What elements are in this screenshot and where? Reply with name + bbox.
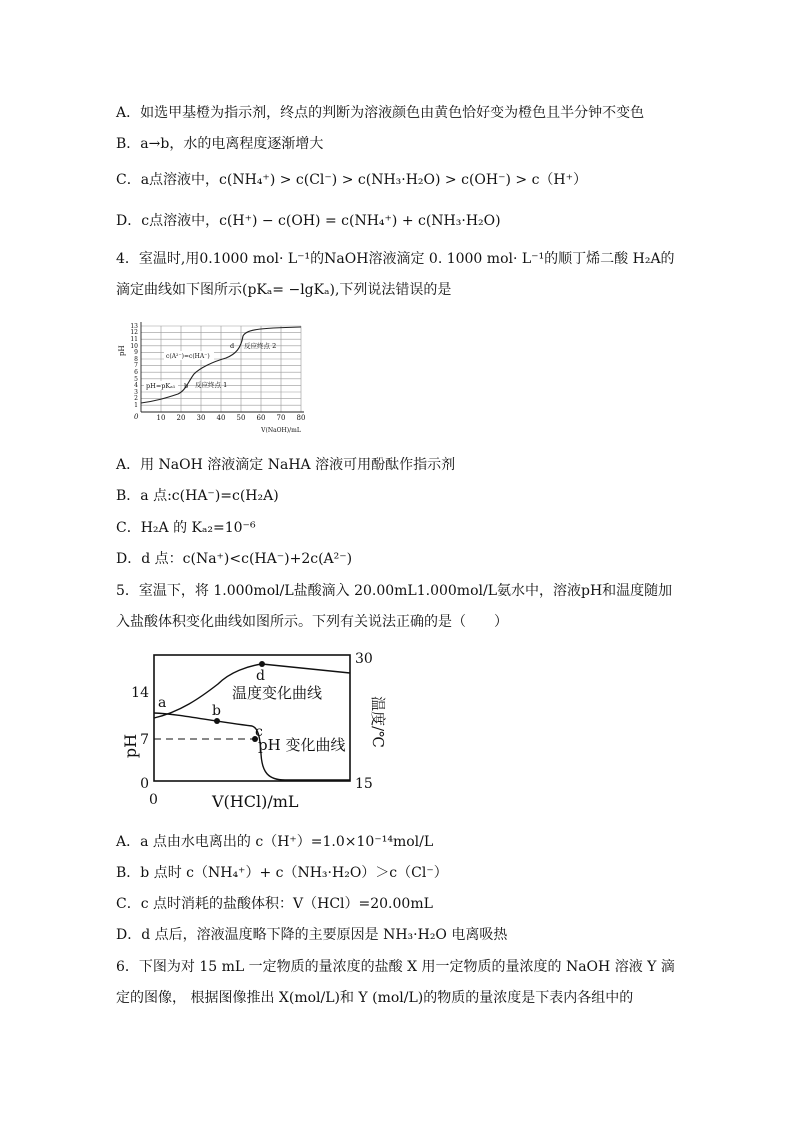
q3-option-d: D．c点溶液中，c(H⁺) − c(OH) = c(NH₄⁺) + c(NH₃·H₂O)	[116, 213, 501, 229]
svg-text:30: 30	[355, 651, 373, 667]
q4-grid	[141, 326, 301, 412]
q4-option-a: A．用 NaOH 溶液滴定 NaHA 溶液可用酚酞作指示剂	[116, 457, 456, 473]
q4-y-label: pH	[118, 345, 126, 356]
svg-text:7: 7	[134, 362, 138, 369]
svg-text:60: 60	[256, 414, 266, 422]
q5-y-label: pH	[121, 733, 140, 759]
svg-text:15: 15	[355, 776, 373, 792]
svg-text:40: 40	[216, 414, 226, 422]
svg-text:0: 0	[140, 776, 149, 792]
q5-point-b-label: b	[212, 703, 221, 719]
svg-text:13: 13	[130, 323, 138, 330]
q5-x-origin: 0	[149, 792, 158, 808]
q5-point-d-dot	[259, 661, 265, 667]
q5-plot-frame	[154, 655, 350, 781]
q4-stem: 4．室温时,用0.1000 mol· L⁻¹的NaOH溶液滴定 0. 1000 mol· L⁻¹的顺丁烯二酸 H₂A的滴定曲线如下图所示(pKₐ= −lgKₐ),下列说法错误的是	[116, 251, 675, 298]
svg-text:20: 20	[176, 414, 186, 422]
q4-label-reaction-end-1: 反应终点 1	[195, 381, 228, 389]
q5-option-b: B．b 点时 c（NH₄⁺）+ c（NH₃·H₂O）＞c（Cl⁻）	[116, 865, 448, 881]
svg-text:6: 6	[134, 369, 138, 376]
q4-x-label: V(NaOH)/mL	[261, 427, 301, 434]
svg-text:11: 11	[130, 336, 138, 343]
q3-option-b: B．a→b，水的电离程度逐渐增大	[116, 136, 324, 152]
q4-label-c: c(A²⁻)=c(HA⁻)	[166, 353, 210, 360]
q5-option-d: D．d 点后，溶液温度略下降的主要原因是 NH₃·H₂O 电离吸热	[116, 927, 508, 943]
q5-ph-temperature-figure	[121, 646, 390, 816]
q4-label-b: b	[184, 382, 189, 390]
q4-option-c: C．H₂A 的 Kₐ₂=10⁻⁶	[116, 520, 256, 536]
q4-label-d: d	[230, 342, 235, 350]
svg-text:10: 10	[130, 343, 138, 350]
q5-x-label: V(HCl)/mL	[212, 792, 299, 811]
svg-text:5: 5	[134, 376, 138, 383]
q5-temperature-curve-label: 温度变化曲线	[232, 684, 323, 702]
svg-text:3: 3	[134, 389, 138, 396]
svg-text:50: 50	[236, 414, 246, 422]
svg-text:4: 4	[134, 382, 138, 389]
q3-option-c: C．a点溶液中，c(NH₄⁺) > c(Cl⁻) > c(NH₃·H₂O) > c(OH⁻) > c（H⁺）	[116, 172, 588, 188]
q4-titration-figure	[116, 318, 316, 438]
q4-option-b: B．a 点:c(HA⁻)=c(H₂A)	[116, 488, 279, 504]
q4-label-a: pH=pKₐ₁	[146, 382, 176, 390]
svg-text:2: 2	[134, 395, 138, 402]
svg-text:7: 7	[140, 732, 149, 748]
svg-text:12: 12	[130, 329, 138, 336]
q5-point-c-label: c	[255, 724, 263, 740]
svg-text:14: 14	[131, 685, 149, 701]
q3-option-a: A．如选甲基橙为指示剂，终点的判断为溶液颜色由黄色恰好变为橙色且半分钟不变色	[116, 105, 645, 121]
svg-text:10: 10	[156, 414, 166, 422]
q5-point-a-label: a	[158, 695, 167, 711]
q4-x-ticks	[157, 414, 306, 422]
svg-text:80: 80	[296, 414, 306, 422]
q6-stem: 6．下图为对 15 mL 一定物质的量浓度的盐酸 X 用一定物质的量浓度的 NaOH 溶液 Y 滴定的图像， 根据图像推出 X(mol/L)和 Y (mol/L)的物质的量浓度是下表内各组中的	[116, 959, 675, 1006]
q5-point-d-label: d	[256, 668, 265, 684]
q4-label-reaction-end-2: 反应终点 2	[244, 342, 277, 350]
q4-option-d: D．d 点：c(Na⁺)<c(HA⁻)+2c(A²⁻)	[116, 551, 353, 567]
q5-stem: 5．室温下，将 1.000mol/L盐酸滴入 20.00mL1.000mol/L氨水中，溶液pH和温度随加入盐酸体积变化曲线如图所示。下列有关说法正确的是（ ）	[116, 583, 673, 630]
svg-text:8: 8	[134, 356, 138, 363]
q5-ph-curve-label: pH 变化曲线	[258, 736, 346, 754]
svg-text:30: 30	[196, 414, 206, 422]
q5-option-a: A．a 点由水电离出的 c（H⁺）=1.0×10⁻¹⁴mol/L	[116, 834, 434, 850]
q4-origin: 0	[134, 413, 139, 421]
q4-y-ticks	[130, 323, 138, 409]
svg-text:1: 1	[134, 402, 138, 409]
q5-y2-label: 温度/℃	[369, 696, 387, 748]
svg-text:70: 70	[276, 414, 286, 422]
svg-text:9: 9	[134, 349, 138, 356]
q5-option-c: C．c 点时消耗的盐酸体积：V（HCl）=20.00mL	[116, 896, 433, 912]
